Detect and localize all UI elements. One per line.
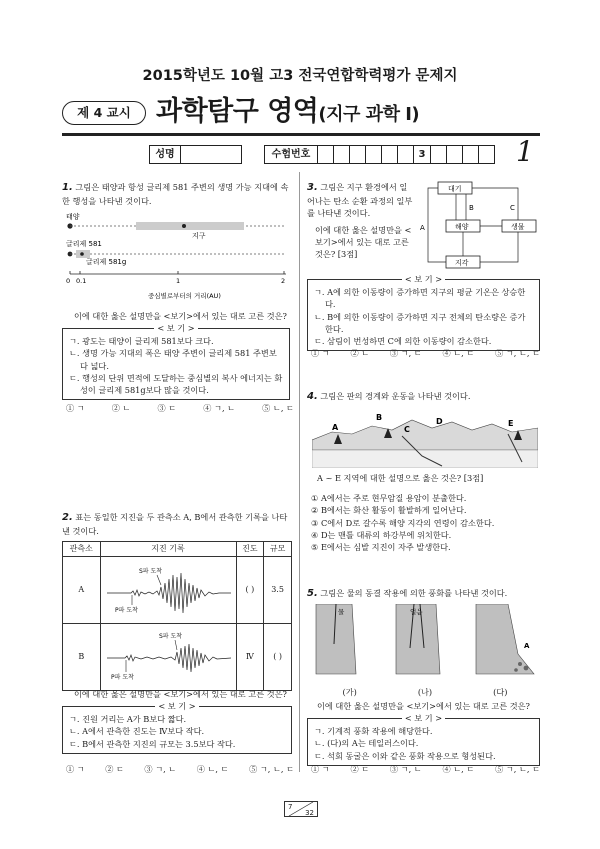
answer-choice[interactable]: ① A에서는 주로 현무암질 용암이 분출한다.	[311, 493, 467, 503]
q1-habitable-zone-figure	[66, 210, 292, 306]
table-header: 관측소	[63, 542, 101, 557]
water-label: 물	[338, 608, 345, 616]
talus-label: A	[524, 642, 530, 650]
question-prompt: 이에 대한 옳은 설명만을 <보기>에서 있는 대로 고른 것은?	[74, 311, 287, 321]
column-divider	[299, 172, 300, 772]
answer-choice[interactable]: ② ㄷ	[105, 764, 124, 774]
answer-choice[interactable]: ① ㄱ	[66, 764, 85, 774]
atmosphere-label: 대기	[448, 185, 462, 193]
question-2	[62, 510, 292, 537]
ice-label: 얼음	[410, 608, 423, 616]
q3-bogi-box	[307, 274, 540, 351]
q4-choices	[311, 492, 540, 553]
crust-surface	[312, 420, 538, 450]
q3-choices	[311, 347, 540, 359]
id-label: 수험번호	[264, 145, 318, 164]
question-number: 1.	[62, 182, 73, 193]
answer-choice[interactable]: ⑤ E에서는 심발 지진이 자주 발생한다.	[311, 542, 451, 553]
subject-title	[156, 95, 419, 132]
intensity-cell: ( )	[236, 557, 264, 624]
id-gap	[241, 145, 265, 164]
answer-choice[interactable]: ① ㄱ	[311, 348, 330, 358]
bogi-item: ㄷ. 행성의 단위 면적에 도달하는 중심별의 복사 에너지는 화성이 글리제 581g보다 많을 것이다.	[69, 372, 283, 396]
question-number: 5.	[307, 588, 318, 599]
p-wave-label: P파 도착	[115, 607, 138, 614]
seismogram-table	[62, 541, 292, 691]
frost-wedging-figure	[312, 604, 538, 684]
bogi-item: ㄷ. 석회 동굴은 이와 같은 풍화 작용으로 형성된다.	[314, 750, 496, 761]
label-c: C	[510, 204, 515, 212]
id-box	[365, 145, 382, 164]
answer-choice[interactable]: ④ ㄱ, ㄴ	[203, 403, 236, 413]
station-cell: B	[63, 624, 101, 691]
answer-choice[interactable]: ③ ㄷ	[157, 403, 177, 413]
label-a: A	[420, 224, 425, 232]
id-box	[333, 145, 350, 164]
id-box	[397, 145, 414, 164]
panel-label: (가)	[342, 687, 357, 697]
planet-label: 글리제 581g	[86, 258, 127, 266]
q5-panel-labels	[312, 686, 538, 698]
bogi-label: < 보 기 >	[308, 712, 539, 724]
name-label: 성명	[149, 145, 181, 164]
question-prompt: A ~ E 지역에 대한 설명으로 옳은 것은? [3점]	[317, 473, 484, 483]
q5-choices	[311, 763, 540, 775]
exam-title: 2015학년도 10월 고3 전국연합학력평가 문제지	[142, 68, 458, 84]
tick-01: 0.1	[76, 277, 87, 285]
subject-name: 과학탐구 영역	[156, 96, 319, 127]
panel-label: (다)	[493, 687, 508, 697]
id-box	[381, 145, 398, 164]
page-total: 32	[305, 809, 314, 817]
s-wave-label: S파 도착	[139, 568, 163, 575]
tick-0: 0	[66, 277, 71, 285]
answer-choice[interactable]: ② B에서는 화산 활동이 활발하게 일어난다.	[311, 505, 467, 516]
id-box	[349, 145, 366, 164]
question-3	[307, 180, 415, 260]
magnitude-cell: ( )	[264, 624, 292, 691]
answer-choice[interactable]: ③ ㄱ, ㄷ	[389, 348, 422, 358]
mantle	[312, 450, 538, 468]
axis-label: 중심별로부터의 거리(AU)	[148, 292, 221, 300]
question-4	[307, 389, 540, 404]
bogi-item: ㄴ. B에 의한 이동량이 증가하면 지구 전체의 탄소량은 증가한다.	[314, 311, 526, 334]
question-prompt: 이에 대한 옳은 설명만을 <보기>에서 있는 대로 고른 것은?	[74, 689, 287, 699]
station-cell: A	[63, 557, 101, 624]
tick-2: 2	[281, 277, 286, 285]
id-digit: 3	[413, 145, 431, 164]
answer-choice[interactable]: ⑤ ㄴ, ㄷ	[262, 403, 294, 413]
answer-choice[interactable]: ④ D는 맨틀 대류의 하강부에 위치한다.	[311, 529, 452, 540]
sun-label: 태양	[66, 213, 80, 221]
region-label: E	[508, 419, 514, 428]
table-row	[63, 624, 292, 691]
question-number: 3.	[307, 182, 318, 193]
tick-1: 1	[176, 277, 181, 285]
p-wave-label: P파 도착	[111, 674, 134, 681]
region-label: B	[376, 413, 383, 422]
question-stem: 그림은 지구 환경에서 일어나는 탄소 순환 과정의 일부를 나타낸 것이다.	[307, 182, 413, 219]
answer-choice[interactable]: ③ ㄱ, ㄴ	[389, 764, 422, 774]
q5-bogi-box	[307, 713, 540, 766]
title-rule	[62, 133, 540, 136]
bogi-item: ㄴ. (다)의 A는 테일러스이다.	[314, 738, 419, 749]
id-box	[317, 145, 334, 164]
bogi-item: ㄷ. B에서 관측한 지진의 규모는 3.5보다 작다.	[69, 738, 236, 749]
bogi-item: ㄴ. A에서 관측한 진도는 Ⅳ보다 작다.	[69, 726, 205, 737]
answer-choice[interactable]: ① ㄱ	[66, 403, 85, 413]
earth-marker	[182, 224, 186, 228]
label-b: B	[469, 204, 474, 212]
answer-choice[interactable]: ④ ㄴ, ㄷ	[442, 348, 475, 358]
rock-panel-da	[476, 604, 534, 674]
question-prompt: 이에 대한 옳은 설명만을 <보기>에서 있는 대로 고른 것은?	[317, 701, 530, 711]
ocean-label: 해양	[455, 223, 469, 231]
carbon-cycle-diagram	[418, 178, 540, 270]
earth-label: 지구	[192, 232, 206, 240]
bogi-item: ㄱ. 광도는 태양이 글리제 581보다 크다.	[69, 336, 214, 346]
answer-choice[interactable]: ② ㄴ	[350, 348, 370, 358]
region-label: C	[404, 425, 410, 434]
bogi-label: < 보 기 >	[63, 322, 289, 334]
seismogram-a	[101, 557, 235, 619]
answer-choice[interactable]: ⑤ ㄱ, ㄴ, ㄷ	[495, 764, 540, 774]
question-number: 2.	[62, 512, 73, 523]
answer-choice[interactable]: ⑤ ㄱ, ㄴ, ㄷ	[495, 348, 540, 358]
star-label: 글리제 581	[66, 240, 102, 248]
q2-choices	[66, 763, 294, 775]
answer-choice[interactable]: ④ ㄴ, ㄷ	[196, 764, 229, 774]
q2-bogi-box	[62, 701, 292, 754]
bogi-item: ㄴ. 생명 가능 지대의 폭은 태양 주변이 글리제 581 주변보다 넓다.	[69, 348, 277, 371]
table-header: 지진 기록	[100, 542, 236, 557]
question-stem: 그림은 태양과 항성 글리제 581 주변의 생명 가능 지대에 속한 행성을 나타낸 것이다.	[62, 182, 289, 206]
answer-choice[interactable]: ④ ㄴ, ㄷ	[442, 764, 475, 774]
subject-subtitle: (지구 과학 Ⅰ)	[318, 104, 420, 125]
name-field	[180, 145, 242, 164]
rock-panel-ga	[316, 604, 356, 674]
id-box	[430, 145, 447, 164]
sun-habitable-zone	[136, 222, 244, 230]
question-number: 4.	[307, 391, 318, 402]
region-label: D	[436, 417, 443, 426]
answer-choice[interactable]: ⑤ ㄱ, ㄴ, ㄷ	[249, 764, 294, 774]
q1-choices	[66, 402, 294, 414]
bogi-item: ㄱ. 기계적 풍화 작용에 해당한다.	[314, 726, 433, 736]
answer-choice[interactable]: ③ ㄱ, ㄴ	[144, 764, 177, 774]
question-5	[307, 586, 540, 601]
table-row	[63, 557, 292, 624]
bogi-item: ㄱ. 진원 거리는 A가 B보다 짧다.	[69, 714, 187, 724]
planet-marker	[80, 252, 84, 256]
intensity-cell: Ⅳ	[236, 624, 264, 691]
answer-choice[interactable]: ② ㄷ	[350, 764, 370, 774]
region-label: A	[332, 423, 339, 432]
arrow-a	[428, 188, 446, 262]
bogi-item: ㄷ. 삼림이 번성하면 C에 의한 이동량이 감소한다.	[314, 336, 492, 347]
id-box	[462, 145, 479, 164]
bogi-label: < 보 기 >	[308, 273, 539, 285]
panel-label: (나)	[417, 687, 433, 697]
answer-choice[interactable]: ① ㄱ	[311, 764, 330, 774]
id-box	[478, 145, 495, 164]
answer-choice[interactable]: ② ㄴ	[111, 403, 131, 413]
geosphere-label: 지각	[455, 259, 469, 267]
page-number: 1	[516, 135, 534, 168]
question-stem: 표는 동일한 지진을 두 관측소 A, B에서 관측한 기록을 나타낸 것이다.	[62, 512, 288, 536]
question-stem: 그림은 판의 경계와 운동을 나타낸 것이다.	[320, 391, 471, 401]
period-badge: 제 4 교시	[62, 101, 146, 125]
table-header: 규모	[264, 542, 292, 557]
q1-bogi-box	[62, 323, 290, 400]
page-current: 7	[288, 803, 293, 811]
s-wave-label: S파 도착	[159, 633, 183, 640]
id-box	[446, 145, 463, 164]
id-row	[150, 145, 495, 164]
seismogram-trace	[107, 644, 231, 672]
question-prompt: 이에 대한 옳은 설명만을 <보기>에서 있는 대로 고른 것은? [3점]	[315, 224, 412, 260]
question-stem: 그림은 물의 동결 작용에 의한 풍화를 나타낸 것이다.	[320, 588, 508, 598]
answer-choice[interactable]: ③ C에서 D로 갈수록 해양 지각의 연령이 감소한다.	[311, 517, 495, 528]
bogi-label: < 보 기 >	[63, 700, 291, 712]
seismogram-cell	[100, 557, 236, 624]
biosphere-label: 생물	[511, 223, 525, 231]
table-header: 진도	[236, 542, 264, 557]
magnitude-cell: 3.5	[264, 557, 292, 624]
seismogram-cell	[100, 624, 236, 691]
bogi-item: ㄱ. A에 의한 이동량이 증가하면 지구의 평균 기온은 상승한다.	[314, 287, 526, 310]
plate-boundary-figure	[312, 410, 538, 468]
question-1	[62, 180, 290, 207]
page-counter	[284, 801, 318, 817]
seismogram-b	[101, 624, 235, 686]
